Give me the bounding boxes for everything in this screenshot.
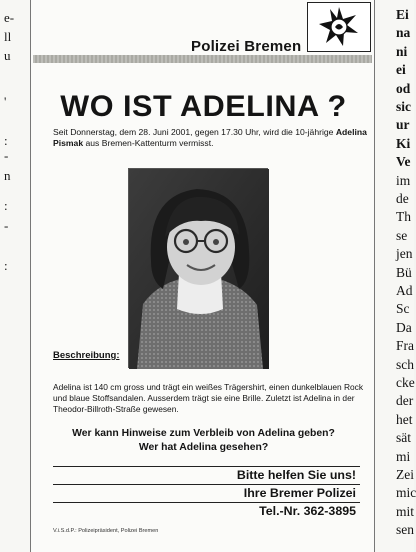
divider (53, 466, 360, 467)
right-column-line: mit (396, 503, 415, 519)
right-column-line: Zei (396, 467, 414, 482)
right-column-line: mic (396, 485, 416, 501)
intro-text (53, 127, 371, 149)
left-column-line: ll (4, 29, 12, 44)
description-text: Adelina ist 140 cm gross und trägt ein weißes Trägershirt, einen dunkelblauen Rock und blaue Stoffsandalen. Ausserdem trägt sie eine Brille. Zuletzt ist Adelina in der Theodor-Billroth-Straße gewesen. (53, 382, 364, 414)
right-column-line: Ve (396, 154, 411, 170)
imprint: V.i.S.d.P.: Polizeipräsident, Polizei Bremen (53, 528, 159, 534)
poster-header-title: Polizei Bremen (191, 38, 302, 55)
divider (53, 484, 360, 485)
left-column-line: e- (4, 10, 15, 25)
right-column-line: sch (396, 356, 414, 372)
left-column-line: - (4, 218, 9, 233)
portrait-photo (128, 168, 268, 368)
left-column-text (0, 0, 30, 552)
right-column-line: Fra (396, 338, 414, 354)
left-column-line: ' (4, 94, 7, 109)
right-column-line: mi (396, 448, 411, 464)
police-star-icon (307, 2, 371, 52)
right-column-text (375, 0, 414, 552)
appeal-question-2: Wer hat Adelina gesehen? (138, 442, 269, 453)
right-column-line: ur (396, 117, 410, 133)
right-column-line: Ei (396, 7, 409, 22)
missing-poster (30, 0, 375, 552)
right-column-line: Bü (396, 264, 412, 280)
right-column-line: ei (396, 62, 406, 78)
right-column-line: Sc (396, 301, 410, 317)
right-column-line: ni (396, 43, 408, 59)
right-column-line: na (396, 25, 411, 41)
right-column-line: der (396, 393, 414, 409)
left-column-line: : (4, 133, 8, 148)
right-column-line: Ad (396, 283, 413, 298)
right-column-line: sen (396, 522, 414, 538)
right-column-line: jen (396, 246, 413, 262)
right-column-line: cke (396, 375, 415, 390)
intro-text-end: aus Bremen-Kattenturm vermisst. (83, 138, 214, 148)
right-column-line: sät (396, 430, 411, 446)
phone-line: Tel.-Nr. 362-3895 (259, 504, 356, 518)
left-column-line: u (4, 48, 11, 63)
left-column-line: : (4, 258, 8, 273)
right-column-line: im (396, 172, 411, 188)
right-column-line: sic (396, 99, 411, 114)
divider (53, 502, 360, 503)
appeal-questions (31, 427, 376, 455)
header-band (33, 55, 372, 63)
contact-box (53, 466, 360, 522)
right-column-line: het (396, 411, 413, 427)
right-column-line: se (396, 227, 408, 243)
right-column-line: Th (396, 209, 411, 225)
headline: WO IST ADELINA ? (60, 90, 347, 123)
police-line: Ihre Bremer Polizei (243, 486, 356, 500)
right-column-line: Da (396, 319, 412, 335)
appeal-question-1: Wer kann Hinweise zum Verbleib von Adelina geben? (72, 428, 335, 439)
left-column-line: - (4, 148, 9, 163)
left-column-line: n (4, 168, 11, 183)
help-line: Bitte helfen Sie uns! (236, 468, 356, 482)
intro-text-start: Seit Donnerstag, dem 28. Juni 2001, gegen 17.30 Uhr, wird die 10-jährige (53, 127, 334, 137)
right-column-line: Ki (396, 135, 411, 151)
right-column-line: de (396, 191, 409, 206)
left-column-line: : (4, 198, 8, 213)
missing-name: Adelina Pismak (53, 127, 367, 148)
section-label: Beschreibung: (53, 350, 120, 361)
right-column-line: od (396, 80, 411, 96)
